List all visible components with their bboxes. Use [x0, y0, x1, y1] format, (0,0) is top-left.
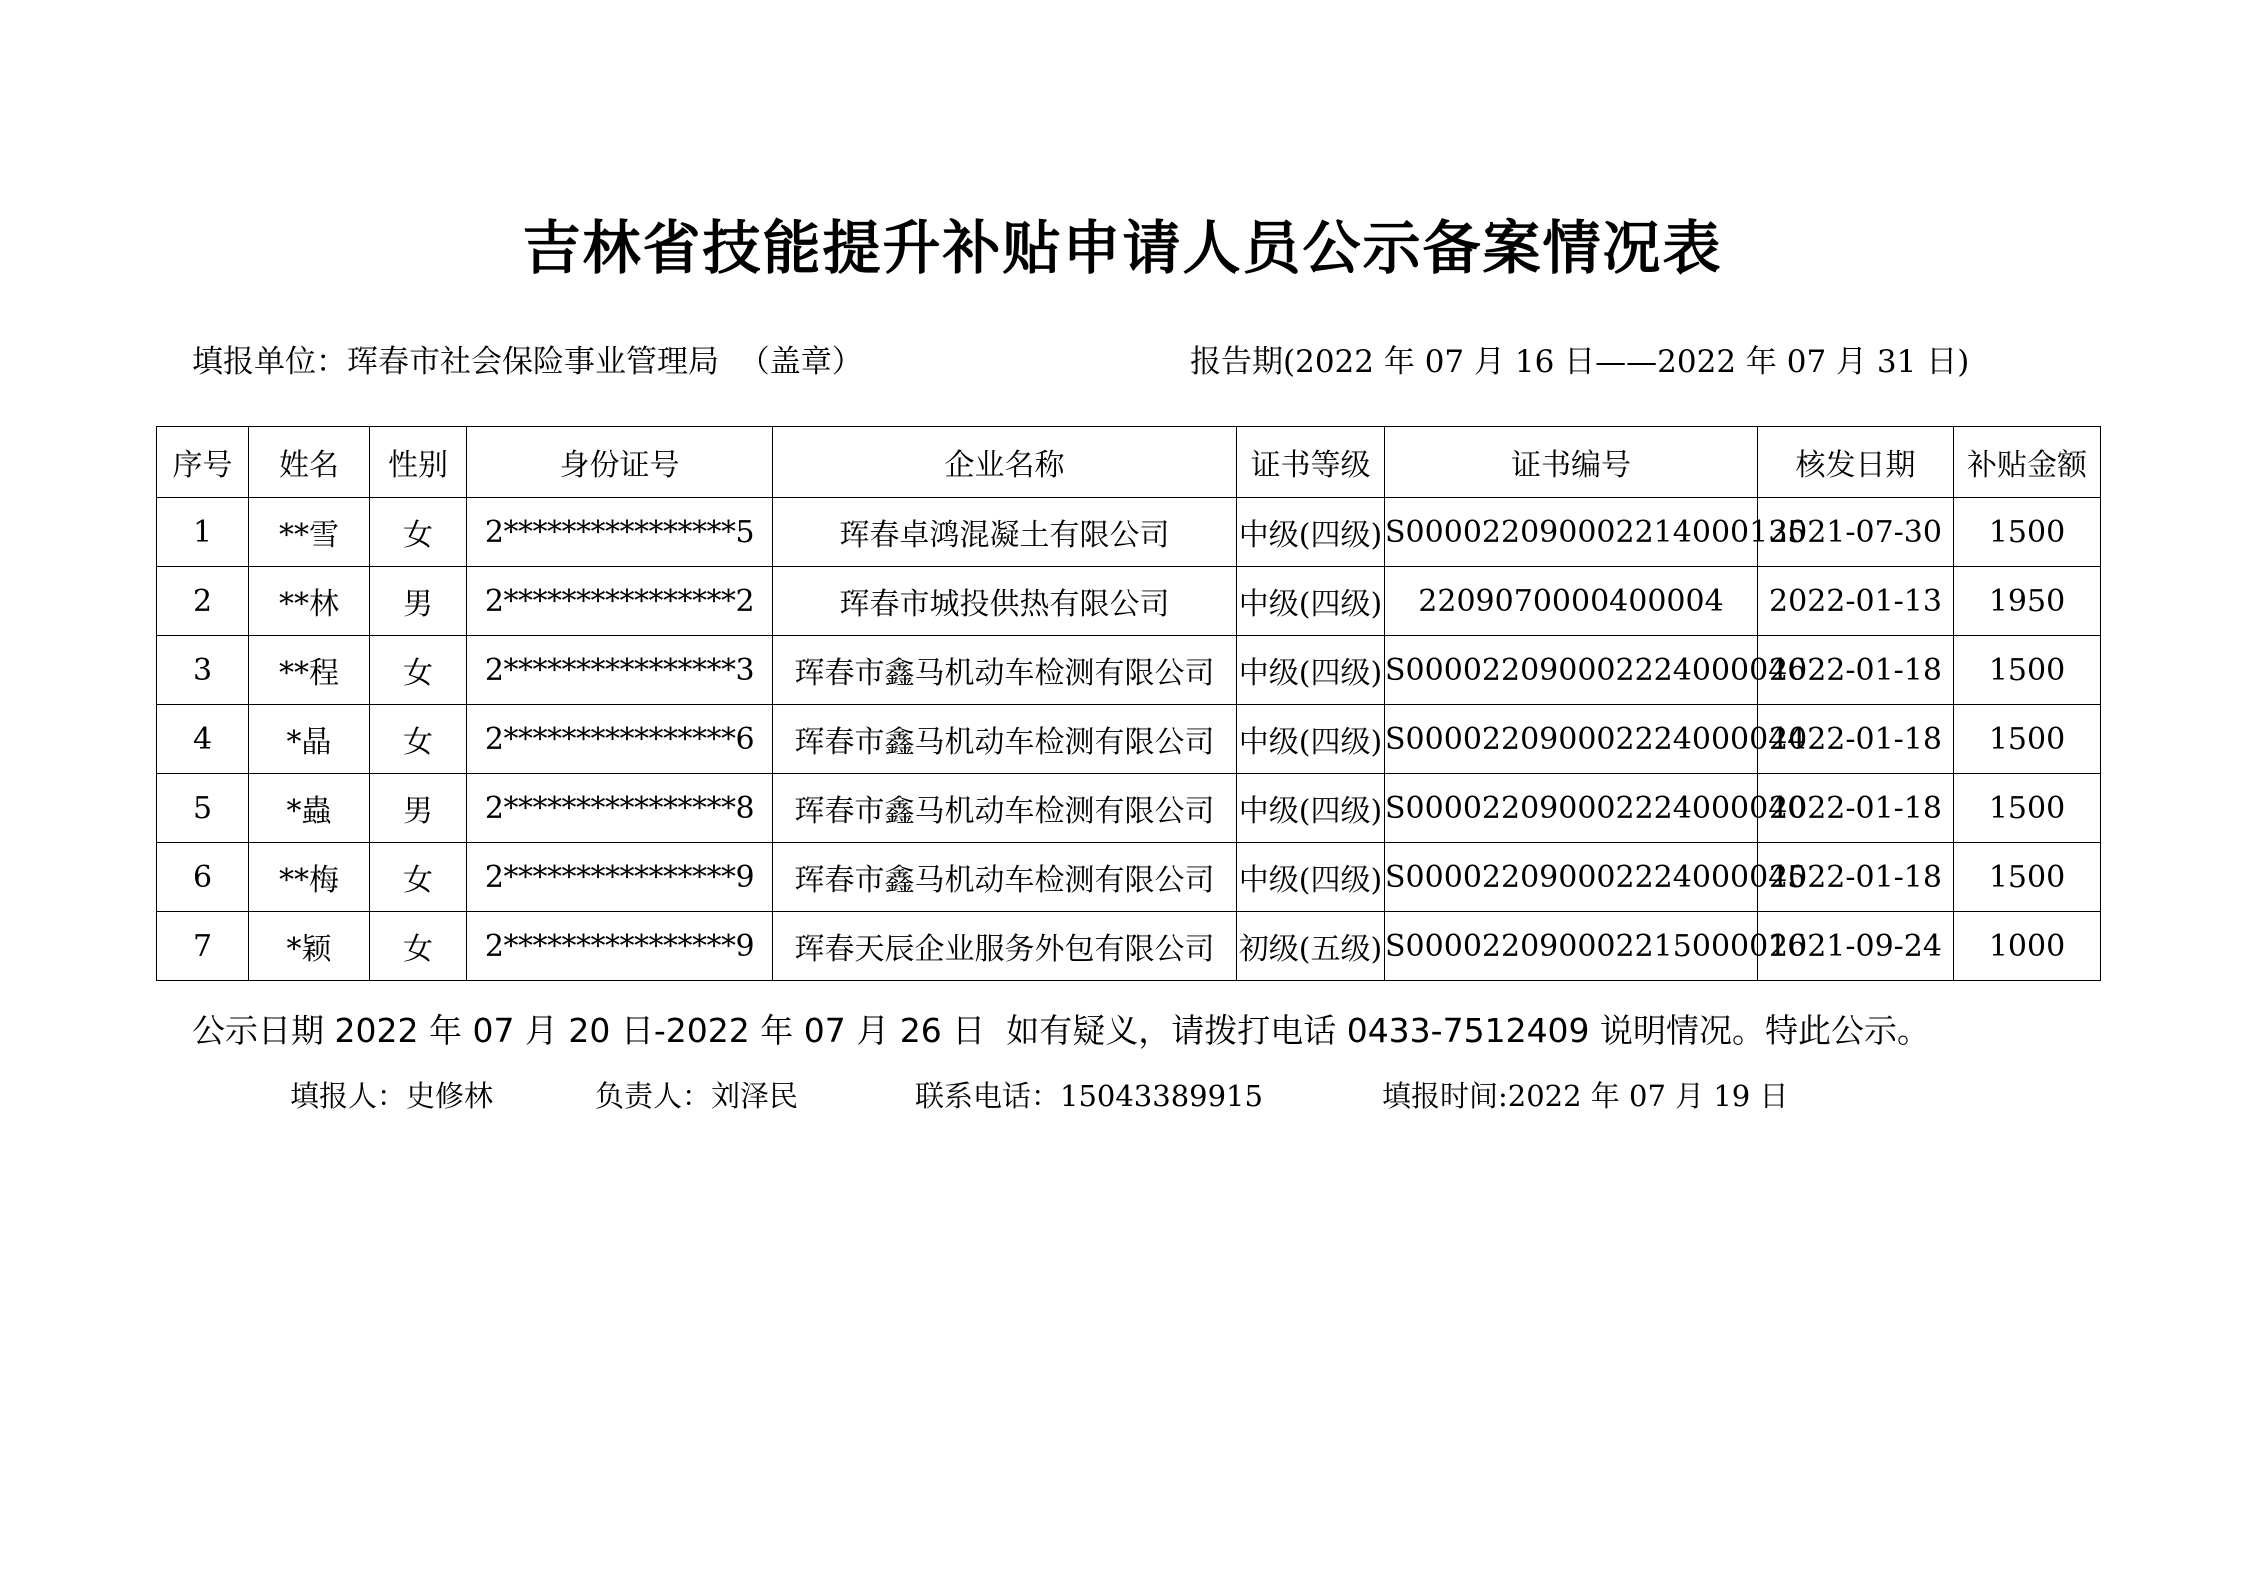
table-row: [157, 912, 2101, 981]
cell-cert-level: 中级(四级): [1237, 705, 1385, 774]
cell-cert-number: S000022090002224000044: [1385, 705, 1758, 774]
footer-fill-time: 填报时间:2022 年 07 月 19 日: [1382, 1079, 1789, 1113]
cell-index: 7: [157, 912, 249, 981]
cell-index: 6: [157, 843, 249, 912]
cell-issue-date: 2022-01-18: [1758, 636, 1954, 705]
cell-name: *蟲: [249, 774, 370, 843]
publicity-notice: 公示日期 2022 年 07 月 20 日-2022 年 07 月 26 日 如有疑义，请拨打电话 0433-7512409 说明情况。特此公示。: [192, 1011, 1931, 1050]
cell-cert-number: S000022090002224000046: [1385, 636, 1758, 705]
header-gender: 性别: [370, 427, 467, 498]
cell-name: **雪: [249, 498, 370, 567]
cell-index: 5: [157, 774, 249, 843]
cell-company: 珲春市鑫马机动车检测有限公司: [773, 705, 1237, 774]
cell-subsidy-amount: 1500: [1954, 705, 2101, 774]
cell-gender: 女: [370, 498, 467, 567]
table-row: [157, 774, 2101, 843]
cell-cert-number: S000022090002214000135: [1385, 498, 1758, 567]
cell-name: **程: [249, 636, 370, 705]
cell-cert-number: S000022090002215000016: [1385, 912, 1758, 981]
cell-gender: 女: [370, 912, 467, 981]
header-index: 序号: [157, 427, 249, 498]
header-company: 企业名称: [773, 427, 1237, 498]
table-row: [157, 567, 2101, 636]
cell-issue-date: 2022-01-18: [1758, 774, 1954, 843]
cell-id-number: 2****************5: [467, 498, 773, 567]
cell-id-number: 2****************3: [467, 636, 773, 705]
table-row: [157, 705, 2101, 774]
cell-gender: 女: [370, 843, 467, 912]
cell-index: 3: [157, 636, 249, 705]
table-row: [157, 636, 2101, 705]
table-row: [157, 498, 2101, 567]
cell-issue-date: 2022-01-18: [1758, 843, 1954, 912]
header-cert-number: 证书编号: [1385, 427, 1758, 498]
cell-issue-date: 2021-07-30: [1758, 498, 1954, 567]
cell-cert-number: S000022090002224000045: [1385, 843, 1758, 912]
cell-gender: 女: [370, 705, 467, 774]
cell-subsidy-amount: 1500: [1954, 774, 2101, 843]
cell-gender: 女: [370, 636, 467, 705]
cell-cert-number: 2209070000400004: [1385, 567, 1758, 636]
cell-id-number: 2****************9: [467, 912, 773, 981]
cell-company: 珲春市鑫马机动车检测有限公司: [773, 636, 1237, 705]
cell-cert-level: 中级(四级): [1237, 843, 1385, 912]
header-subsidy-amount: 补贴金额: [1954, 427, 2101, 498]
cell-cert-level: 初级(五级): [1237, 912, 1385, 981]
footer-phone: 联系电话：15043389915: [915, 1079, 1263, 1113]
reporting-unit-line: [192, 340, 863, 384]
cell-company: 珲春卓鸿混凝土有限公司: [773, 498, 1237, 567]
cell-id-number: 2****************6: [467, 705, 773, 774]
cell-issue-date: 2021-09-24: [1758, 912, 1954, 981]
cell-id-number: 2****************2: [467, 567, 773, 636]
cell-subsidy-amount: 1000: [1954, 912, 2101, 981]
cell-index: 2: [157, 567, 249, 636]
cell-subsidy-amount: 1500: [1954, 636, 2101, 705]
cell-name: *颖: [249, 912, 370, 981]
cell-company: 珲春市城投供热有限公司: [773, 567, 1237, 636]
cell-index: 1: [157, 498, 249, 567]
applicant-table: [156, 426, 2101, 981]
table-header-row: [157, 427, 2101, 498]
cell-cert-level: 中级(四级): [1237, 636, 1385, 705]
seal-note: （盖章）: [738, 344, 863, 380]
cell-id-number: 2****************8: [467, 774, 773, 843]
cell-company: 珲春市鑫马机动车检测有限公司: [773, 774, 1237, 843]
cell-gender: 男: [370, 567, 467, 636]
cell-name: **梅: [249, 843, 370, 912]
header-id-number: 身份证号: [467, 427, 773, 498]
cell-subsidy-amount: 1950: [1954, 567, 2101, 636]
header-name: 姓名: [249, 427, 370, 498]
cell-id-number: 2****************9: [467, 843, 773, 912]
cell-company: 珲春市鑫马机动车检测有限公司: [773, 843, 1237, 912]
cell-cert-level: 中级(四级): [1237, 567, 1385, 636]
header-issue-date: 核发日期: [1758, 427, 1954, 498]
reporting-unit-value: 珲春市社会保险事业管理局: [347, 344, 719, 380]
header-cert-level: 证书等级: [1237, 427, 1385, 498]
cell-name: **林: [249, 567, 370, 636]
cell-subsidy-amount: 1500: [1954, 498, 2101, 567]
table-row: [157, 843, 2101, 912]
cell-index: 4: [157, 705, 249, 774]
reporting-unit-label: 填报单位：: [192, 344, 347, 380]
cell-cert-level: 中级(四级): [1237, 774, 1385, 843]
footer-filler: 填报人：史修林: [290, 1079, 494, 1113]
cell-subsidy-amount: 1500: [1954, 843, 2101, 912]
footer-responsible: 负责人：刘泽民: [595, 1079, 799, 1113]
cell-issue-date: 2022-01-18: [1758, 705, 1954, 774]
cell-cert-level: 中级(四级): [1237, 498, 1385, 567]
cell-gender: 男: [370, 774, 467, 843]
report-period: 报告期(2022 年 07 月 16 日——2022 年 07 月 31 日): [1190, 344, 1970, 380]
cell-company: 珲春天辰企业服务外包有限公司: [773, 912, 1237, 981]
cell-cert-number: S000022090002224000040: [1385, 774, 1758, 843]
document-title: 吉林省技能提升补贴申请人员公示备案情况表: [522, 214, 1723, 282]
cell-name: *晶: [249, 705, 370, 774]
cell-issue-date: 2022-01-13: [1758, 567, 1954, 636]
